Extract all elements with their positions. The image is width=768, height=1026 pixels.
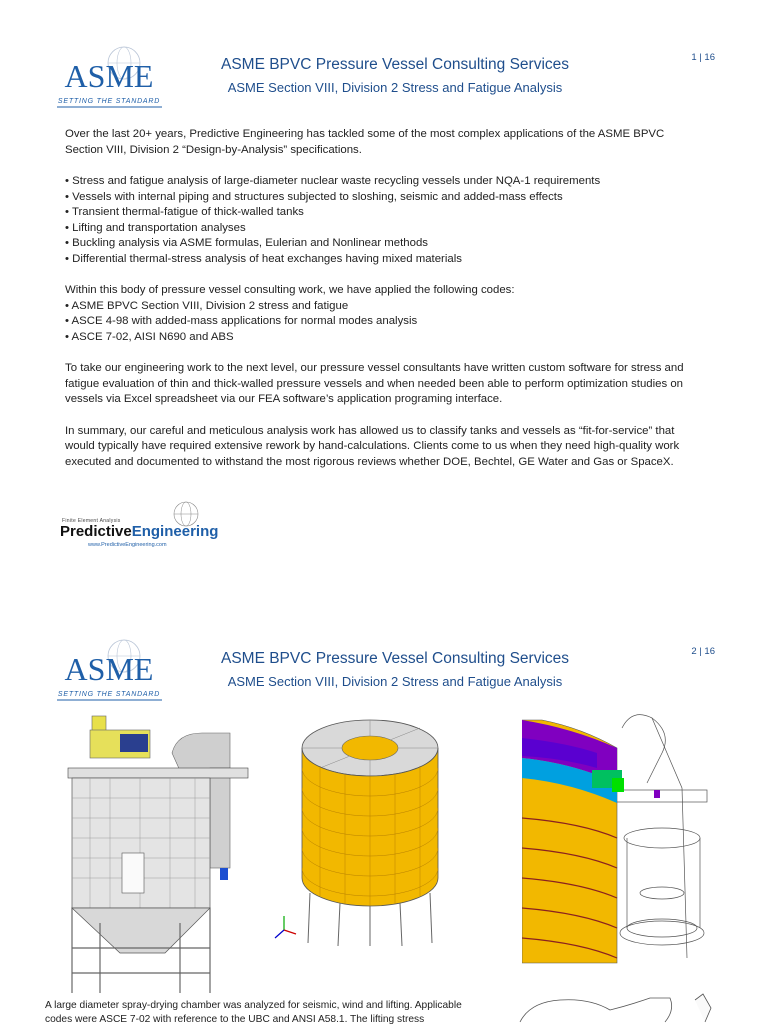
asme-logo-tagline: SETTING THE STANDARD (57, 98, 161, 105)
summary-paragraph: In summary, our careful and meticulous analysis work has allowed us to classify tanks and vessels as “fit-for-service” that would typically have required extensive rework by hand-calculations. Clients come to us when they need high-quality work executed and documented to withstand the most rigorous reviews whether DOE, Bechtel, GE Water and Gas or SpaceX. (65, 424, 680, 468)
pe-logo-url: www.PredictiveEngineering.com (88, 542, 167, 548)
fea-stress-contour-figure (522, 708, 717, 968)
vessel-fea-mesh-figure (270, 708, 470, 948)
page-title: ASME BPVC Pressure Vessel Consulting Services (220, 56, 570, 73)
list-item: • Differential thermal-stress analysis of heat exchanges having mixed materials (65, 252, 462, 265)
pe-logo-top: Finite Element Analysis (62, 518, 121, 524)
page-title: ASME BPVC Pressure Vessel Consulting Services (220, 650, 570, 667)
predictive-engineering-logo (58, 500, 228, 550)
page-number: 2 | 16 (691, 646, 715, 657)
figure-caption: A large diameter spray-drying chamber was analyzed for seismic, wind and lifting. Applicable codes were ASCE 7-02 with reference to the UBC and ANSI A58.1. The lifting stress (45, 1000, 462, 1025)
codes-list (65, 299, 705, 346)
list-item: • Vessels with internal piping and structures subjected to sloshing, seismic and added-mass effects (65, 190, 563, 203)
pe-logo-name2: Engineering (131, 523, 219, 540)
asme-logo (52, 45, 167, 115)
body-text (65, 127, 705, 470)
svg-text:PredictiveEngineering (60, 523, 218, 540)
page-subtitle: ASME Section VIII, Division 2 Stress and Fatigue Analysis (227, 674, 563, 689)
list-item: • Lifting and transportation analyses (65, 221, 246, 234)
spray-dryer-cad-figure (60, 708, 255, 998)
list-item: • Buckling analysis via ASME formulas, Eulerian and Nonlinear methods (65, 237, 428, 249)
list-item: • Transient thermal-fatigue of thick-walled tanks (65, 206, 304, 218)
capabilities-list (65, 174, 705, 267)
page-title-block (160, 650, 630, 689)
intro-paragraph: Over the last 20+ years, Predictive Engineering has tackled some of the most complex applications of the ASME BPVC Section VIII, Division 2 “Design-by-Analysis” specifications. (65, 128, 665, 156)
list-item: • ASME BPVC Section VIII, Division 2 stress and fatigue (65, 299, 349, 312)
list-item: • ASCE 4-98 with added-mass applications for normal modes analysis (65, 315, 418, 327)
asme-logo-tagline: SETTING THE STANDARD (57, 691, 161, 698)
page-subtitle: ASME Section VIII, Division 2 Stress and Fatigue Analysis (227, 80, 563, 95)
pe-logo-name1: Predictive (60, 523, 132, 540)
asme-logo-text: ASME (64, 58, 154, 94)
page-title-block (160, 56, 630, 95)
partial-figure-bottom (505, 992, 720, 1024)
software-paragraph: To take our engineering work to the next level, our pressure vessel consultants have written custom software for stress and fatigue evaluation of thin and thick-walled pressure vessels and when needed been able to perform optimization studies on vessels via Excel spreadsheet via our FEA software’s application programing interface. (65, 362, 684, 405)
codes-intro: Within this body of pressure vessel consulting work, we have applied the following codes: (65, 284, 515, 296)
asme-logo (52, 638, 167, 708)
list-item: • ASCE 7-02, AISI N690 and ABS (65, 330, 234, 343)
list-item: • Stress and fatigue analysis of large-diameter nuclear waste recycling vessels under NQA-1 requirements (65, 175, 601, 187)
asme-logo-text: ASME (64, 651, 154, 687)
axis-triad (275, 916, 296, 938)
page-number: 1 | 16 (691, 52, 715, 63)
page-2 (0, 600, 768, 1024)
